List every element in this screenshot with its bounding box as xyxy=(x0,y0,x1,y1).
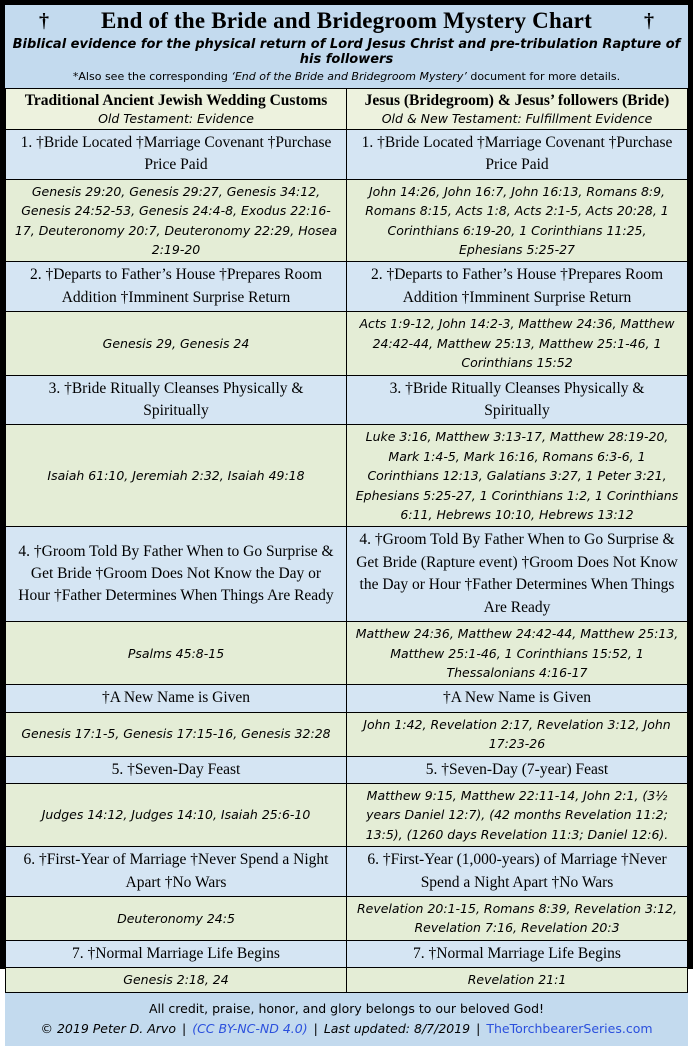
new-name-heading-row xyxy=(6,685,688,712)
step1-heading-row xyxy=(6,130,688,180)
step5-evidence-right: Matthew 9:15, Matthew 22:11-14, John 2:1, (3½ years Daniel 12:7), (42 months Revelation 11:2; 13:5), (1260 days Revelation 11:3; Daniel 12:6). xyxy=(347,784,688,847)
copyright-line xyxy=(11,1021,682,1036)
step5-evidence-row xyxy=(6,784,688,847)
separator: | xyxy=(476,1020,481,1036)
column-subtitle-customs: Old Testament: Evidence xyxy=(98,111,254,126)
credit-line: All credit, praise, honor, and glory belongs to our beloved God! xyxy=(148,1000,545,1016)
step6-evidence-right: Revelation 20:1-15, Romans 8:39, Revelation 3:12, Revelation 7:16, Revelation 20:3 xyxy=(347,897,688,941)
separator: | xyxy=(313,1020,318,1036)
step4-heading-row xyxy=(6,527,688,622)
dagger-right-icon: † xyxy=(644,9,654,32)
step7-heading-left: 7. †Normal Marriage Life Begins xyxy=(6,940,347,967)
page-title: End of the Bride and Bridegroom Mystery Chart xyxy=(101,8,592,33)
new-name-heading-right: †A New Name is Given xyxy=(347,685,688,712)
footer xyxy=(5,993,688,1046)
column-header-row xyxy=(6,89,688,130)
column-header-fulfillment xyxy=(347,89,688,130)
page-subtitle: Biblical evidence for the physical return of Lord Jesus Christ and pre-tribulation Rapture of his followers xyxy=(12,37,681,67)
step2-evidence-row xyxy=(6,312,688,375)
step1-heading-left: 1. †Bride Located †Marriage Covenant †Purchase Price Paid xyxy=(6,130,347,180)
step4-heading-right: 4. †Groom Told By Father When to Go Surprise & Get Bride (Rapture event) †Groom Does Not Know the Day or Hour †Father Determines When Things Are Ready xyxy=(347,527,688,622)
new-name-heading-left: †A New Name is Given xyxy=(6,685,347,712)
step3-heading-row xyxy=(6,375,688,425)
title-block xyxy=(5,5,688,88)
note-prefix: *Also see the corresponding xyxy=(72,70,232,83)
dagger-left-icon: † xyxy=(39,9,49,32)
step1-evidence-right: John 14:26, John 16:7, John 16:13, Romans 8:9, Romans 8:15, Acts 1:8, Acts 2:1-5, Acts 20:28, 1 Corinthians 6:19-20, 1 Corinthians 11:25, Ephesians 5:25-27 xyxy=(347,179,688,262)
last-updated-text: Last updated: 8/7/2019 xyxy=(323,1020,471,1036)
step1-heading-right: 1. †Bride Located †Marriage Covenant †Purchase Price Paid xyxy=(347,130,688,180)
step2-heading-right: 2. †Departs to Father’s House †Prepares Room Addition †Imminent Surprise Return xyxy=(347,262,688,312)
step6-evidence-left: Deuteronomy 24:5 xyxy=(6,897,347,941)
step3-evidence-left: Isaiah 61:10, Jeremiah 2:32, Isaiah 49:18 xyxy=(6,425,347,527)
step4-heading-left: 4. †Groom Told By Father When to Go Surprise & Get Bride †Groom Does Not Know the Day or Hour †Father Determines When Things Are Ready xyxy=(6,527,347,622)
comparison-table xyxy=(5,88,688,993)
step5-evidence-left: Judges 14:12, Judges 14:10, Isaiah 25:6-10 xyxy=(6,784,347,847)
step1-evidence-left: Genesis 29:20, Genesis 29:27, Genesis 34:12, Genesis 24:52-53, Genesis 24:4-8, Exodus 22:16-17, Deuteronomy 20:7, Deuteronomy 22:29, Hosea 2:19-20 xyxy=(6,179,347,262)
note-suffix: document for more details. xyxy=(466,70,621,83)
step6-evidence-row xyxy=(6,897,688,941)
step4-evidence-right: Matthew 24:36, Matthew 24:42-44, Matthew 25:13, Matthew 25:1-46, 1 Corinthians 15:52, 1 Thessalonians 4:16-17 xyxy=(347,622,688,685)
website-link[interactable]: TheTorchbearerSeries.com xyxy=(486,1020,653,1036)
column-header-customs xyxy=(6,89,347,130)
step7-heading-row xyxy=(6,940,688,967)
step5-heading-right: 5. †Seven-Day (7-year) Feast xyxy=(347,756,688,783)
step3-evidence-row xyxy=(6,425,688,527)
step7-heading-right: 7. †Normal Marriage Life Begins xyxy=(347,940,688,967)
step2-heading-left: 2. †Departs to Father’s House †Prepares Room Addition †Imminent Surprise Return xyxy=(6,262,347,312)
title-row xyxy=(11,8,682,34)
step3-evidence-right: Luke 3:16, Matthew 3:13-17, Matthew 28:19-20, Mark 1:4-5, Mark 16:16, Romans 6:3-6, 1 Corinthians 12:13, Galatians 3:27, 1 Peter 3:21, Ephesians 5:25-27, 1 Corinthians 1:2, 1 Corinthians 6:11, Hebrews 10:10, Hebrews 13:12 xyxy=(347,425,688,527)
step7-evidence-row xyxy=(6,968,688,992)
column-subtitle-fulfillment: Old & New Testament: Fulfillment Evidence xyxy=(381,111,653,126)
column-title-customs: Traditional Ancient Jewish Wedding Customs xyxy=(24,92,328,109)
step6-heading-left: 6. †First-Year of Marriage †Never Spend a Night Apart †No Wars xyxy=(6,847,347,897)
step4-evidence-left: Psalms 45:8-15 xyxy=(6,622,347,685)
comparison-table-wrap xyxy=(5,88,688,993)
step2-heading-row xyxy=(6,262,688,312)
step2-evidence-left: Genesis 29, Genesis 24 xyxy=(6,312,347,375)
separator: | xyxy=(181,1020,187,1036)
column-title-fulfillment: Jesus (Bridegroom) & Jesus’ followers (Bride) xyxy=(364,92,670,109)
step1-evidence-row xyxy=(6,179,688,262)
new-name-evidence-right: John 1:42, Revelation 2:17, Revelation 3:12, John 17:23-26 xyxy=(347,712,688,756)
step5-heading-left: 5. †Seven-Day Feast xyxy=(6,756,347,783)
step6-heading-right: 6. †First-Year (1,000-years) of Marriage †Never Spend a Night Apart †No Wars xyxy=(347,847,688,897)
step3-heading-right: 3. †Bride Ritually Cleanses Physically & Spiritually xyxy=(347,375,688,425)
step7-evidence-right: Revelation 21:1 xyxy=(347,968,688,992)
step3-heading-left: 3. †Bride Ritually Cleanses Physically & Spiritually xyxy=(6,375,347,425)
new-name-evidence-left: Genesis 17:1-5, Genesis 17:15-16, Genesis 32:28 xyxy=(6,712,347,756)
new-name-evidence-row xyxy=(6,712,688,756)
step7-evidence-left: Genesis 2:18, 24 xyxy=(6,968,347,992)
copyright-text: © 2019 Peter D. Arvo xyxy=(40,1020,176,1036)
step2-evidence-right: Acts 1:9-12, John 14:2-3, Matthew 24:36, Matthew 24:42-44, Matthew 25:13, Matthew 25:1-46, 1 Corinthians 15:52 xyxy=(347,312,688,375)
note-document-name: ‘End of the Bride and Bridegroom Mystery’ xyxy=(231,70,467,83)
step4-evidence-row xyxy=(6,622,688,685)
page-note xyxy=(11,70,682,83)
license-link[interactable]: (CC BY-NC-ND 4.0) xyxy=(192,1020,308,1036)
step6-heading-row xyxy=(6,847,688,897)
step5-heading-row xyxy=(6,756,688,783)
